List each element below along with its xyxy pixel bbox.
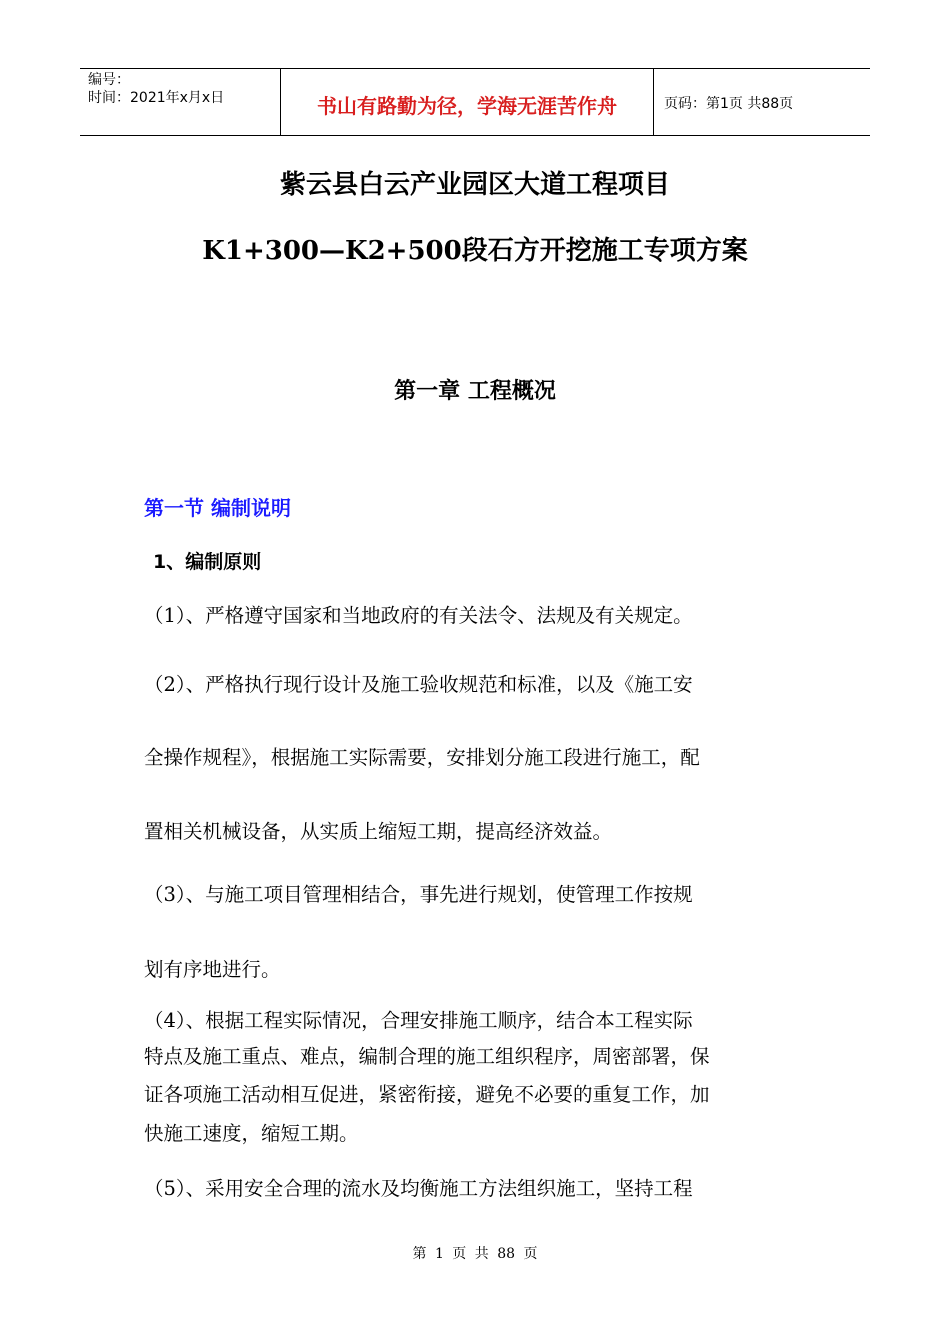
chapter-heading: 第一章 工程概况	[394, 378, 556, 404]
date-line: 时间：2021年x月x日	[88, 90, 225, 106]
body-line: 证各项施工活动相互促进，紧密衔接，避免不必要的重复工作，加	[144, 1083, 710, 1106]
document-title-line-1: 紫云县白云产业园区大道工程项目	[279, 170, 670, 200]
body-line: （5）、采用安全合理的流水及均衡施工方法组织施工，坚持工程	[144, 1177, 693, 1200]
page-footer: 第 1 页 共 88 页	[412, 1246, 538, 1262]
subsection-heading: 1、编制原则	[153, 551, 262, 573]
body-line: 全操作规程》，根据施工实际需要，安排划分施工段进行施工，配	[144, 746, 700, 769]
page-header	[80, 68, 870, 136]
body-line: 快施工速度，缩短工期。	[144, 1122, 359, 1145]
body-line: 划有序地进行。	[144, 958, 281, 981]
body-line: 置相关机械设备，从实质上缩短工期，提高经济效益。	[144, 820, 613, 843]
header-meta-cell	[80, 69, 281, 135]
body-line: （4）、根据工程实际情况，合理安排施工顺序，结合本工程实际	[144, 1009, 693, 1032]
section-heading: 第一节 编制说明	[144, 496, 291, 520]
doc-number-label: 编号：	[88, 72, 130, 88]
body-line: （1）、严格遵守国家和当地政府的有关法令、法规及有关规定。	[144, 604, 693, 627]
body-line: 特点及施工重点、难点，编制合理的施工组织程序，周密部署，保	[144, 1045, 710, 1068]
document-title-line-2: K1+300—K2+500段石方开挖施工专项方案	[202, 236, 748, 266]
body-line: （2）、严格执行现行设计及施工验收规范和标准，以及《施工安	[144, 673, 693, 696]
body-line: （3）、与施工项目管理相结合，事先进行规划，使管理工作按规	[144, 883, 693, 906]
header-page-info: 页码：第1页 共88页	[664, 96, 794, 112]
header-motto: 书山有路勤为径，学海无涯苦作舟	[281, 69, 654, 135]
